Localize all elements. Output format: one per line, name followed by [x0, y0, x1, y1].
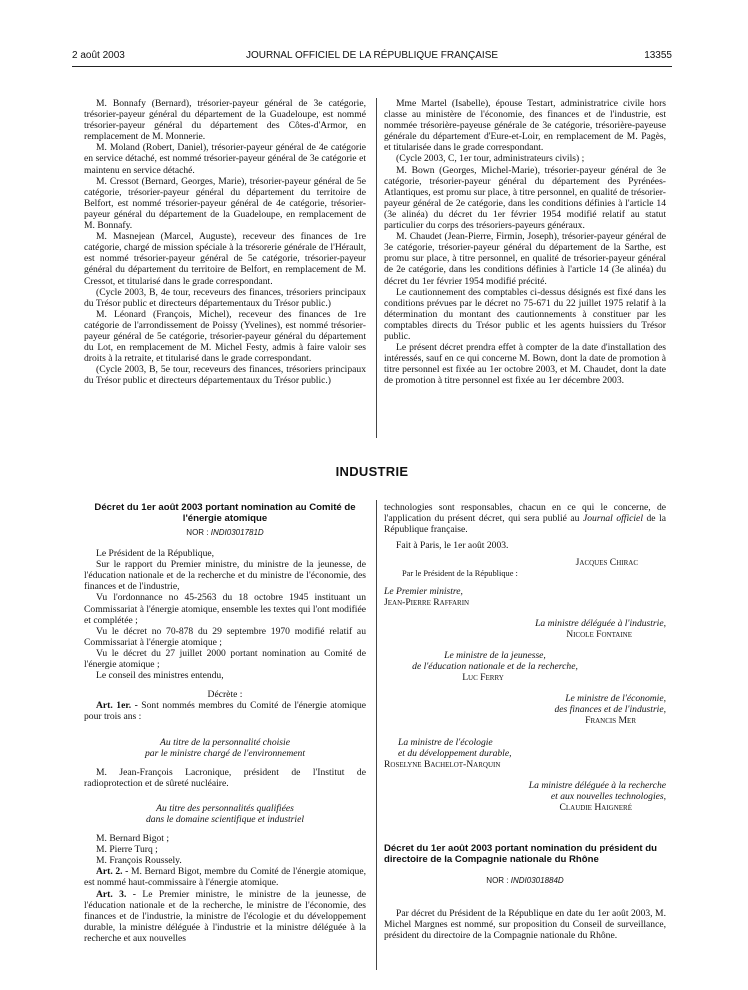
- signature-title: et aux nouvelles technologies,: [550, 790, 666, 802]
- paragraph: M. Chaudet (Jean-Pierre, Firmin, Joseph), trésorier-payeur général de 3e catégorie, trésorier-payeur général du département de la Sarthe, est promu sur place, à titre personnel, en qualité de trésorier-payeur général de 2e catégorie, dans les conditions définies à l'article 14 (3e alinéa) du décret du 1er février 1954 modifié précité.: [384, 231, 666, 287]
- signature-name: Jean-Pierre Raffarin: [384, 596, 470, 608]
- header-page-number: 13355: [644, 50, 672, 61]
- decree-title: Décret du 1er août 2003 portant nomination du président du directoire de la Compagnie nationale du Rhône: [384, 843, 657, 866]
- member-line: M. François Roussely.: [96, 855, 182, 867]
- column-divider-top: [376, 98, 377, 438]
- signature-name: Luc Ferry: [462, 672, 504, 684]
- page-header: [72, 50, 672, 64]
- paragraph: (Cycle 2003, B, 5e tour, receveurs des finances, trésoriers principaux du Trésor public et directeurs départementaux du Trésor public.): [84, 364, 366, 387]
- paragraph: M. Bonnafy (Bernard), trésorier-payeur général de 3e catégorie, trésorier-payeur général du département de la Guadeloupe, est nommé trésorier-payeur général du département des Côtes-d'Armor, en remplacement de M. Monnerie.: [84, 98, 366, 143]
- paragraph: (Cycle 2003, C, 1er tour, administrateurs civils) ;: [396, 153, 585, 165]
- preamble-line: Vu le décret du 27 juillet 2000 portant nomination au Comité de l'énergie atomique ;: [84, 647, 366, 671]
- signature-title: de l'éducation nationale et de la recherche,: [412, 661, 578, 673]
- signature-title: Le ministre de l'économie,: [565, 693, 666, 705]
- column-top-right: [384, 98, 666, 386]
- paragraph: M. Bown (Georges, Michel-Marie), trésorier-payeur général de 3e catégorie, trésorier-payeur général du département des Pyrénées-Atlantiques, est promu sur place, à titre personnel, en qualité de trésorier-payeur général de 2e catégorie, dans les conditions définies à l'article 14 (3e alinéa) du décret du 1er février 1954 modifié relatif au statut particulier du corps des trésoriers-payeurs généraux.: [384, 164, 666, 232]
- member-line: M. Pierre Turq ;: [96, 844, 158, 856]
- preamble-line: Sur le rapport du Premier ministre, du ministre de la jeunesse, de l'éducation nationale et de la recherche et du ministre de l'économie, des finances et de l'industrie,: [84, 559, 366, 593]
- subheading: dans le domaine scientifique et industriel: [145, 813, 304, 825]
- signature-title: et du développement durable,: [398, 747, 512, 759]
- signature-title: des finances et de l'industrie,: [554, 704, 666, 716]
- preamble-line: Vu le décret no 70-878 du 29 septembre 1970 modifié relatif au Commissariat à l'énergie atomique ;: [84, 625, 366, 648]
- signature-name: Francis Mer: [585, 715, 636, 727]
- subheading: Au titre des personnalités qualifiées: [156, 802, 294, 814]
- paragraph: M. Léonard (François, Michel), receveur des finances de 1re catégorie de l'arrondissement de Poissy (Yvelines), est nommé trésorier-payeur général de 5e catégorie, trésorier-payeur général du département du Lot, en remplacement de M. Michel Festy, admis à faire valoir ses droits à la retraite, et titularisé dans le grade correspondant.: [84, 308, 366, 365]
- decree-title: Décret du 1er août 2003 portant nomination au Comité de l'énergie atomique: [94, 502, 356, 524]
- preamble-line: Vu l'ordonnance no 45-2563 du 18 octobre 1945 instituant un Commissariat à l'énergie atomique, ensemble les textes qui l'ont modifiée et complétée ;: [84, 592, 366, 626]
- article-2: Art. 2. - M. Bernard Bigot, membre du Comité de l'énergie atomique, est nommé haut-commissaire à l'énergie atomique.: [84, 866, 367, 889]
- nor-reference: NOR : INDI0301884D: [486, 876, 564, 886]
- column-bottom-left: [84, 502, 366, 944]
- preamble-line: Le Président de la République,: [96, 548, 215, 560]
- article-1: Art. 1er. - Sont nommés membres du Comité de l'énergie atomique pour trois ans :: [84, 700, 366, 723]
- decrete-label: Décrète :: [207, 689, 243, 701]
- fait-line: Fait à Paris, le 1er août 2003.: [396, 540, 509, 552]
- signature-name: Claudie Haigneré: [559, 801, 632, 813]
- section-title: INDUSTRIE: [335, 464, 409, 479]
- signature-title: La ministre déléguée à l'industrie,: [535, 617, 666, 629]
- signature-title: La ministre de l'écologie: [398, 736, 493, 748]
- member-line: M. Jean-François Lacronique, président de l'Institut de radioprotection et de sûreté nucléaire.: [84, 766, 366, 789]
- paragraph: Le cautionnement des comptables ci-dessus désignés est fixé dans les conditions prévues par le décret no 75-671 du 22 juillet 1975 relatif à la détermination du montant des cautionnements à constituer par les comptables directs du Trésor public et les agents huissiers du Trésor public.: [384, 286, 666, 342]
- signature-title: La ministre déléguée à la recherche: [528, 779, 666, 791]
- header-rule: [72, 66, 672, 67]
- signature-president: Jacques Chirac: [575, 557, 638, 569]
- decree-text: Par décret du Président de la République en date du 1er août 2003, M. Michel Margnes est nommé, sur proposition du Conseil de surveillance, président du directoire de la Compagnie nationale du Rhône.: [384, 908, 666, 942]
- paragraph: Mme Martel (Isabelle), épouse Testart, administratrice civile hors classe au ministère de l'économie, des finances et de l'industrie, est nommée trésorière-payeuse générale de 3e catégorie, trésorière-payeuse générale du département d'Eure-et-Loir, en remplacement de M. Pagès, et titularisée dans le grade correspondant.: [384, 98, 666, 154]
- column-divider-bottom: [376, 500, 377, 970]
- header-journal-title: JOURNAL OFFICIEL DE LA RÉPUBLIQUE FRANÇAISE: [245, 50, 499, 61]
- column-bottom-right: [384, 502, 666, 941]
- paragraph: M. Masnejean (Marcel, Auguste), receveur des finances de 1re catégorie, chargé de mission spéciale à la trésorerie générale de l'Hérault, est nommé trésorier-payeur général de 5e catégorie, trésorier-payeur général du département du territoire de Belfort, en remplacement de M. Cressot, et titularisé dans le grade correspondant.: [84, 231, 366, 287]
- signature-name: Nicole Fontaine: [566, 628, 632, 640]
- signature-name: Roselyne Bachelot-Narquin: [384, 758, 501, 770]
- par-le-president: Par le Président de la République :: [402, 569, 518, 579]
- paragraph: M. Moland (Robert, Daniel), trésorier-payeur général de 4e catégorie en service détaché, est nommé trésorier-payeur général de 3e catégorie et maintenu en service détaché.: [84, 142, 366, 176]
- paragraph: M. Cressot (Bernard, Georges, Marie), trésorier-payeur général de 5e catégorie, trésorier-payeur général du département du territoire de Belfort, est nommé trésorier-payeur général de 4e catégorie, trésorier-payeur général du département de la Guadeloupe, en remplacement de M. Bonnafy.: [84, 175, 366, 232]
- column-top-left: [84, 98, 366, 386]
- preamble-line: Le conseil des ministres entendu,: [96, 670, 224, 682]
- signature-title: Le ministre de la jeunesse,: [444, 649, 546, 661]
- member-line: M. Bernard Bigot ;: [96, 833, 170, 845]
- header-date: 2 août 2003: [72, 50, 125, 61]
- subheading: par le ministre chargé de l'environnement: [144, 747, 306, 759]
- article-3-continuation: technologies sont responsables, chacun en ce qui le concerne, de l'application du présent décret, qui sera publié au Journal officiel de la République française.: [384, 502, 666, 536]
- article-3: Art. 3. - Le Premier ministre, le ministre de la jeunesse, de l'éducation nationale et de la recherche, le ministre de l'économie, des finances et de l'industrie, la ministre de l'écologie et du développement durable, la ministre déléguée à l'industrie et la ministre déléguée à la recherche et aux nouvelles: [84, 888, 366, 944]
- nor-reference: NOR : INDI0301781D: [186, 528, 264, 537]
- paragraph: Le présent décret prendra effet à compter de la date d'installation des intéressés, sauf en ce qui concerne M. Bown, dont la date de promotion à titre personnel est fixée au 1er octobre 2003, et M. Chaudet, dont la date de promotion à titre personnel est fixée au 1er décembre 2003.: [384, 342, 666, 387]
- paragraph: (Cycle 2003, B, 4e tour, receveurs des finances, trésoriers principaux du Trésor public et directeurs départementaux du Trésor public.): [84, 286, 366, 309]
- signature-title: Le Premier ministre,: [384, 585, 463, 597]
- subheading: Au titre de la personnalité choisie: [160, 736, 290, 748]
